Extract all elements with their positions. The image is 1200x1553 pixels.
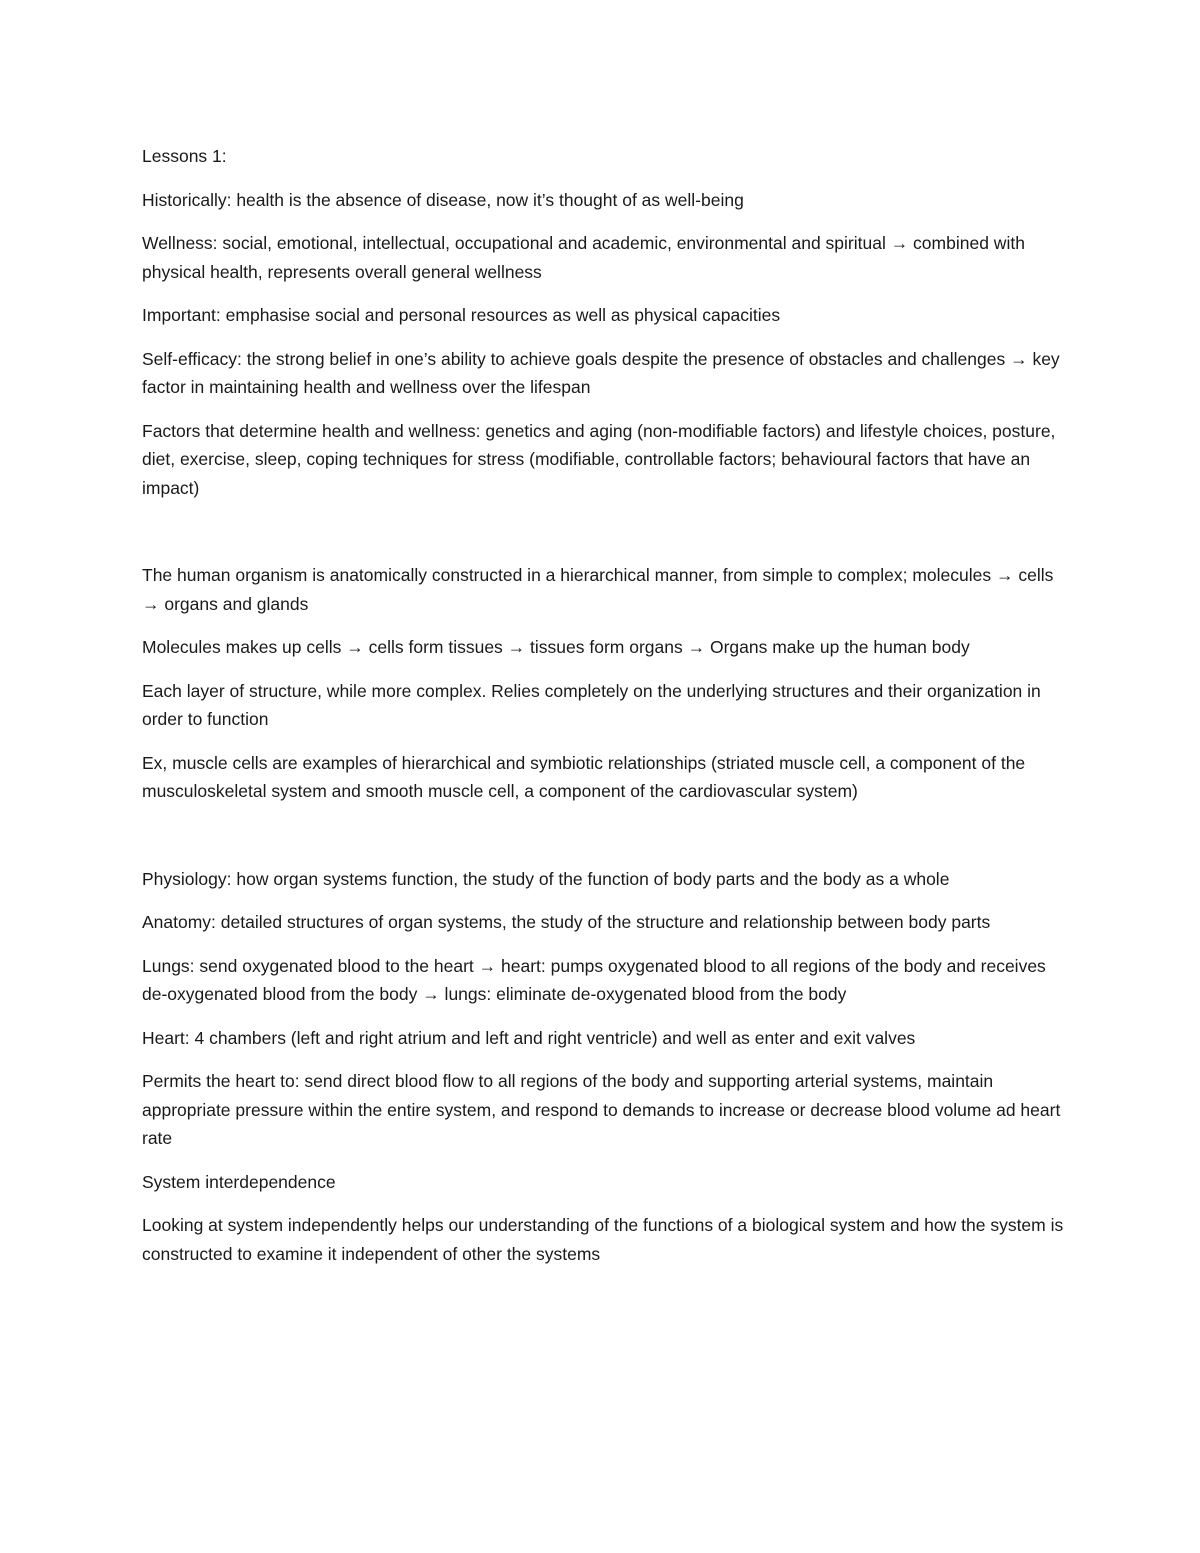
paragraph-permits: Permits the heart to: send direct blood flow to all regions of the body and supporting arterial systems, maintain appropriate pressure within the entire system, and respond to demands to increase or decrease blood volume ad heart rate (142, 1071, 1061, 1148)
paragraph-physiology: Physiology: how organ systems function, the study of the function of body parts and the body as a whole (142, 868, 950, 889)
paragraph-hierarchy: The human organism is anatomically constructed in a hierarchical manner, from simple to complex; molecules → cells → organs and glands (142, 565, 1054, 614)
paragraph-independently: Looking at system independently helps our understanding of the functions of a biological system and how the system is constructed to examine it independent of other the systems (142, 1215, 1064, 1264)
document-body (142, 142, 1067, 1283)
section-spacer (142, 821, 1067, 865)
paragraph-important: Important: emphasise social and personal resources as well as physical capacities (142, 305, 781, 325)
paragraph-health-definition: Historically: health is the absence of disease, now it’s thought of as well-being (142, 189, 744, 210)
paragraph-anatomy: Anatomy: detailed structures of organ systems, the study of the structure and relationship between body parts (142, 912, 991, 932)
paragraph-molecules: Molecules makes up cells → cells form tissues → tissues form organs → Organs make up the human body (142, 637, 970, 657)
lesson-heading: Lessons 1: (142, 146, 227, 166)
paragraph-muscle-cells: Ex, muscle cells are examples of hierarchical and symbiotic relationships (striated muscle cell, a component of the musculoskeletal system and smooth muscle cell, a component of the cardiovascular system) (142, 752, 1026, 801)
paragraph-factors: Factors that determine health and wellness: genetics and aging (non-modifiable factors) and lifestyle choices, posture, diet, exercise, sleep, coping techniques for stress (modifiable, controllable factors; behavioural factors that have an impact) (142, 420, 1056, 498)
paragraph-self-efficacy: Self-efficacy: the strong belief in one’s ability to achieve goals despite the presence of obstacles and challenges → key factor in maintaining health and wellness over the lifespan (142, 348, 1060, 397)
paragraph-layers: Each layer of structure, while more complex. Relies completely on the underlying structures and their organization in order to function (142, 680, 1041, 729)
paragraph-lungs: Lungs: send oxygenated blood to the heart → heart: pumps oxygenated blood to all regions of the body and receives de-oxygenated blood from the body → lungs: eliminate de-oxygenated blood from the body (142, 955, 1046, 1004)
paragraph-heart: Heart: 4 chambers (left and right atrium and left and right ventricle) and well as enter and exit valves (142, 1027, 916, 1048)
paragraph-wellness: Wellness: social, emotional, intellectual, occupational and academic, environmental and spiritual → combined with physical health, represents overall general wellness (142, 233, 1025, 282)
section-spacer (142, 517, 1067, 561)
paragraph-system-interdependence: System interdependence (142, 1171, 336, 1192)
